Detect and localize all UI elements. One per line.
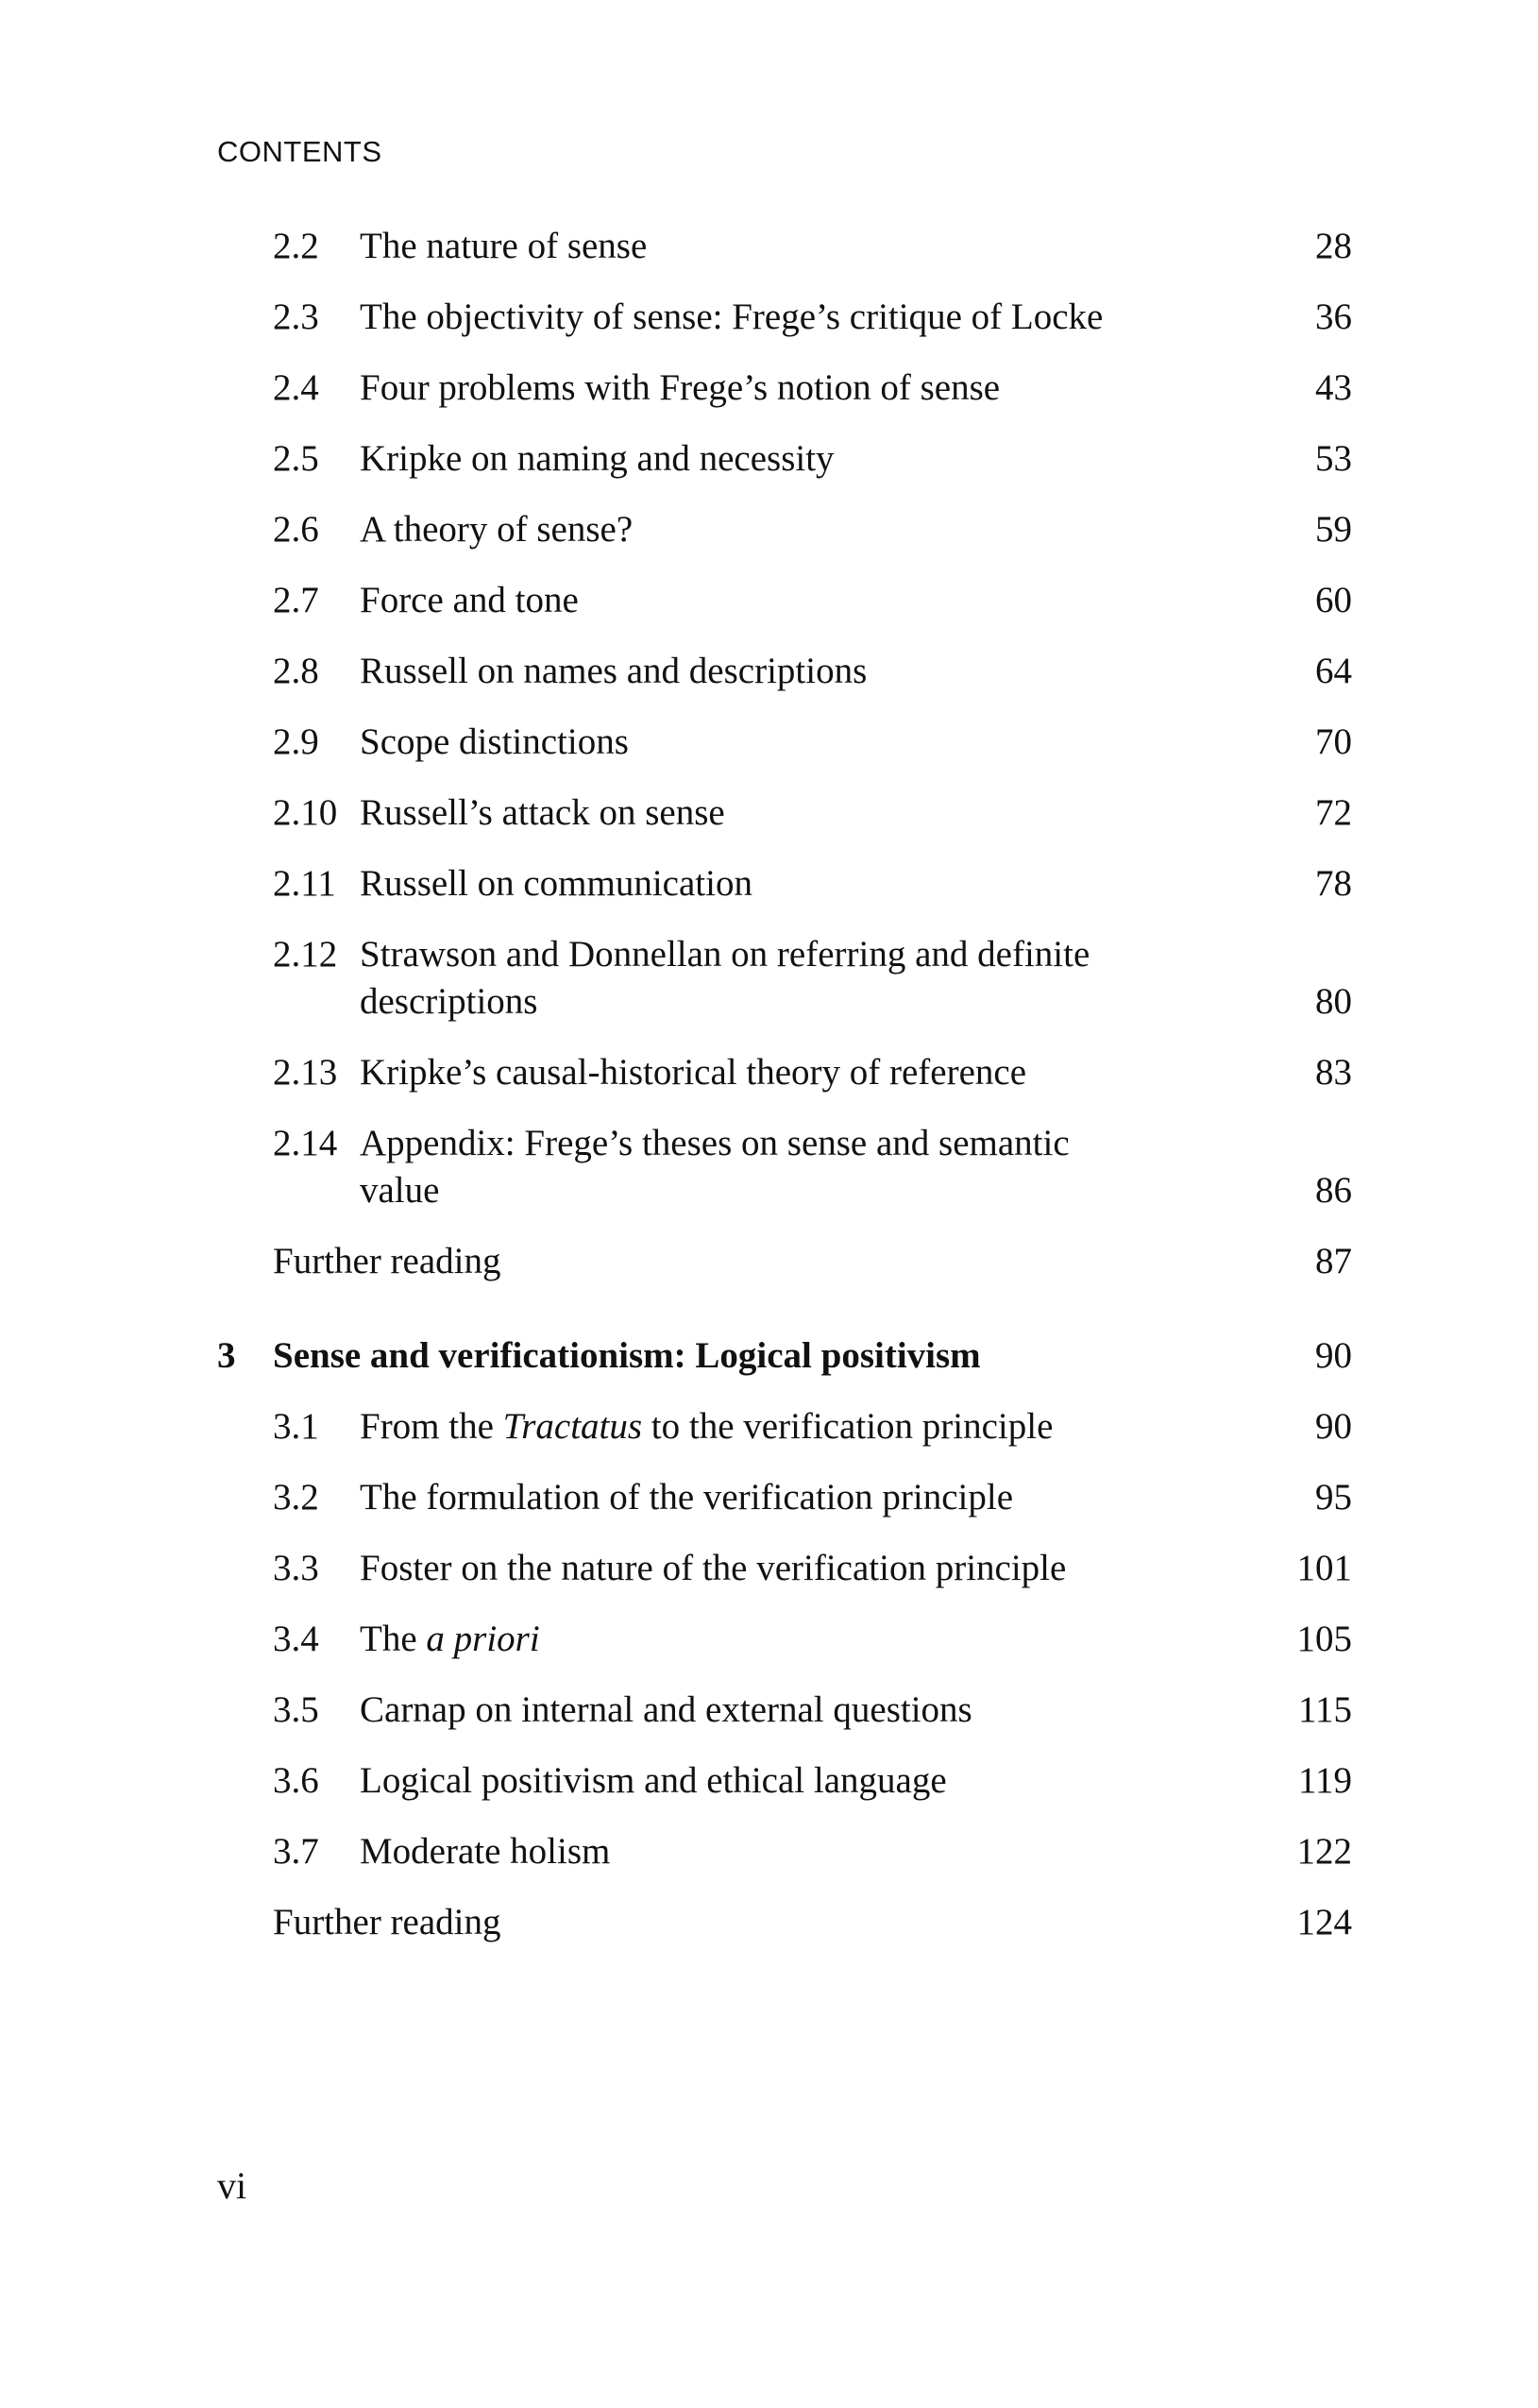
section-title: The objectivity of sense: Frege’s critique of Locke	[360, 297, 1104, 337]
page-number: 53	[1315, 438, 1352, 479]
section-title: Russell on names and descriptions	[360, 651, 868, 691]
section-title-emphasis: a priori	[426, 1619, 540, 1659]
page-number: 64	[1315, 651, 1352, 691]
page-number: 78	[1315, 863, 1352, 904]
section-number: 2.6	[273, 509, 319, 550]
section-number: 2.8	[273, 651, 319, 691]
section-title: Kripke’s causal-historical theory of reference	[360, 1052, 1026, 1093]
page-number: 60	[1315, 580, 1352, 620]
section-title: Russell on communication	[360, 863, 752, 904]
section-title: Scope distinctions	[360, 721, 629, 762]
page-number: 90	[1315, 1335, 1352, 1376]
section-title: Further reading	[273, 1902, 501, 1942]
section-number: 2.10	[273, 792, 338, 833]
section-title: A theory of sense?	[360, 509, 634, 550]
section-number: 2.11	[273, 863, 336, 904]
section-title-line: Strawson and Donnellan on referring and definite	[360, 934, 1090, 975]
page-number: 124	[1296, 1902, 1352, 1942]
page-number: 90	[1315, 1406, 1352, 1447]
section-number: 3.5	[273, 1689, 319, 1730]
section-title: Four problems with Frege’s notion of sense	[360, 367, 1001, 408]
page-number: 83	[1315, 1052, 1352, 1093]
section-number: 2.2	[273, 226, 319, 266]
chapter-title: Sense and verificationism: Logical positivism	[273, 1335, 981, 1376]
section-title: Foster on the nature of the verification principle	[360, 1548, 1067, 1588]
section-title-text: to the verification principle	[642, 1406, 1054, 1447]
section-number: 2.4	[273, 367, 319, 408]
section-title: Carnap on internal and external questions	[360, 1689, 972, 1730]
page-number: 28	[1315, 226, 1352, 266]
section-number: 3.3	[273, 1548, 319, 1588]
running-head: CONTENTS	[217, 135, 382, 168]
section-number: 2.5	[273, 438, 319, 479]
page-folio: vi	[217, 2164, 247, 2207]
section-number: 3.7	[273, 1831, 319, 1872]
section-title	[360, 1616, 1266, 1663]
section-number: 2.13	[273, 1052, 338, 1093]
section-title: Russell’s attack on sense	[360, 792, 725, 833]
section-title-line: descriptions	[360, 981, 538, 1022]
section-number: 3.1	[273, 1406, 319, 1447]
page-number: 43	[1315, 367, 1352, 408]
section-title-text: From the	[360, 1406, 503, 1447]
section-number: 3.2	[273, 1477, 319, 1518]
section-number: 2.9	[273, 721, 319, 762]
page-number: 87	[1315, 1241, 1352, 1281]
section-title: Moderate holism	[360, 1831, 611, 1872]
section-title: Further reading	[273, 1241, 501, 1281]
section-title: The nature of sense	[360, 226, 648, 266]
page-number: 95	[1315, 1477, 1352, 1518]
section-number: 2.14	[273, 1123, 338, 1163]
section-number: 3.6	[273, 1760, 319, 1801]
section-title: Kripke on naming and necessity	[360, 438, 835, 479]
section-title-line: Appendix: Frege’s theses on sense and semantic	[360, 1123, 1070, 1163]
page-number: 36	[1315, 297, 1352, 337]
page-number: 101	[1296, 1548, 1352, 1588]
section-number: 2.7	[273, 580, 319, 620]
page-number: 59	[1315, 509, 1352, 550]
section-title-text: The	[360, 1619, 427, 1659]
section-title: The formulation of the verification principle	[360, 1477, 1014, 1518]
page-number: 105	[1296, 1619, 1352, 1659]
page-number: 122	[1296, 1831, 1352, 1872]
chapter-number: 3	[217, 1335, 236, 1376]
section-title	[360, 1120, 1266, 1214]
section-number: 2.3	[273, 297, 319, 337]
section-title-emphasis: Tractatus	[502, 1406, 643, 1447]
page-number: 119	[1297, 1760, 1352, 1801]
section-title	[360, 1403, 1266, 1450]
section-number: 3.4	[273, 1619, 319, 1659]
page-number: 70	[1315, 721, 1352, 762]
section-number: 2.12	[273, 934, 338, 975]
page-number: 80	[1315, 981, 1352, 1022]
page-number: 86	[1315, 1170, 1352, 1211]
section-title	[360, 931, 1266, 1026]
page-number: 72	[1315, 792, 1352, 833]
section-title: Force and tone	[360, 580, 579, 620]
section-title: Logical positivism and ethical language	[360, 1760, 947, 1801]
page-number: 115	[1297, 1689, 1352, 1730]
section-title-line: value	[360, 1170, 440, 1211]
